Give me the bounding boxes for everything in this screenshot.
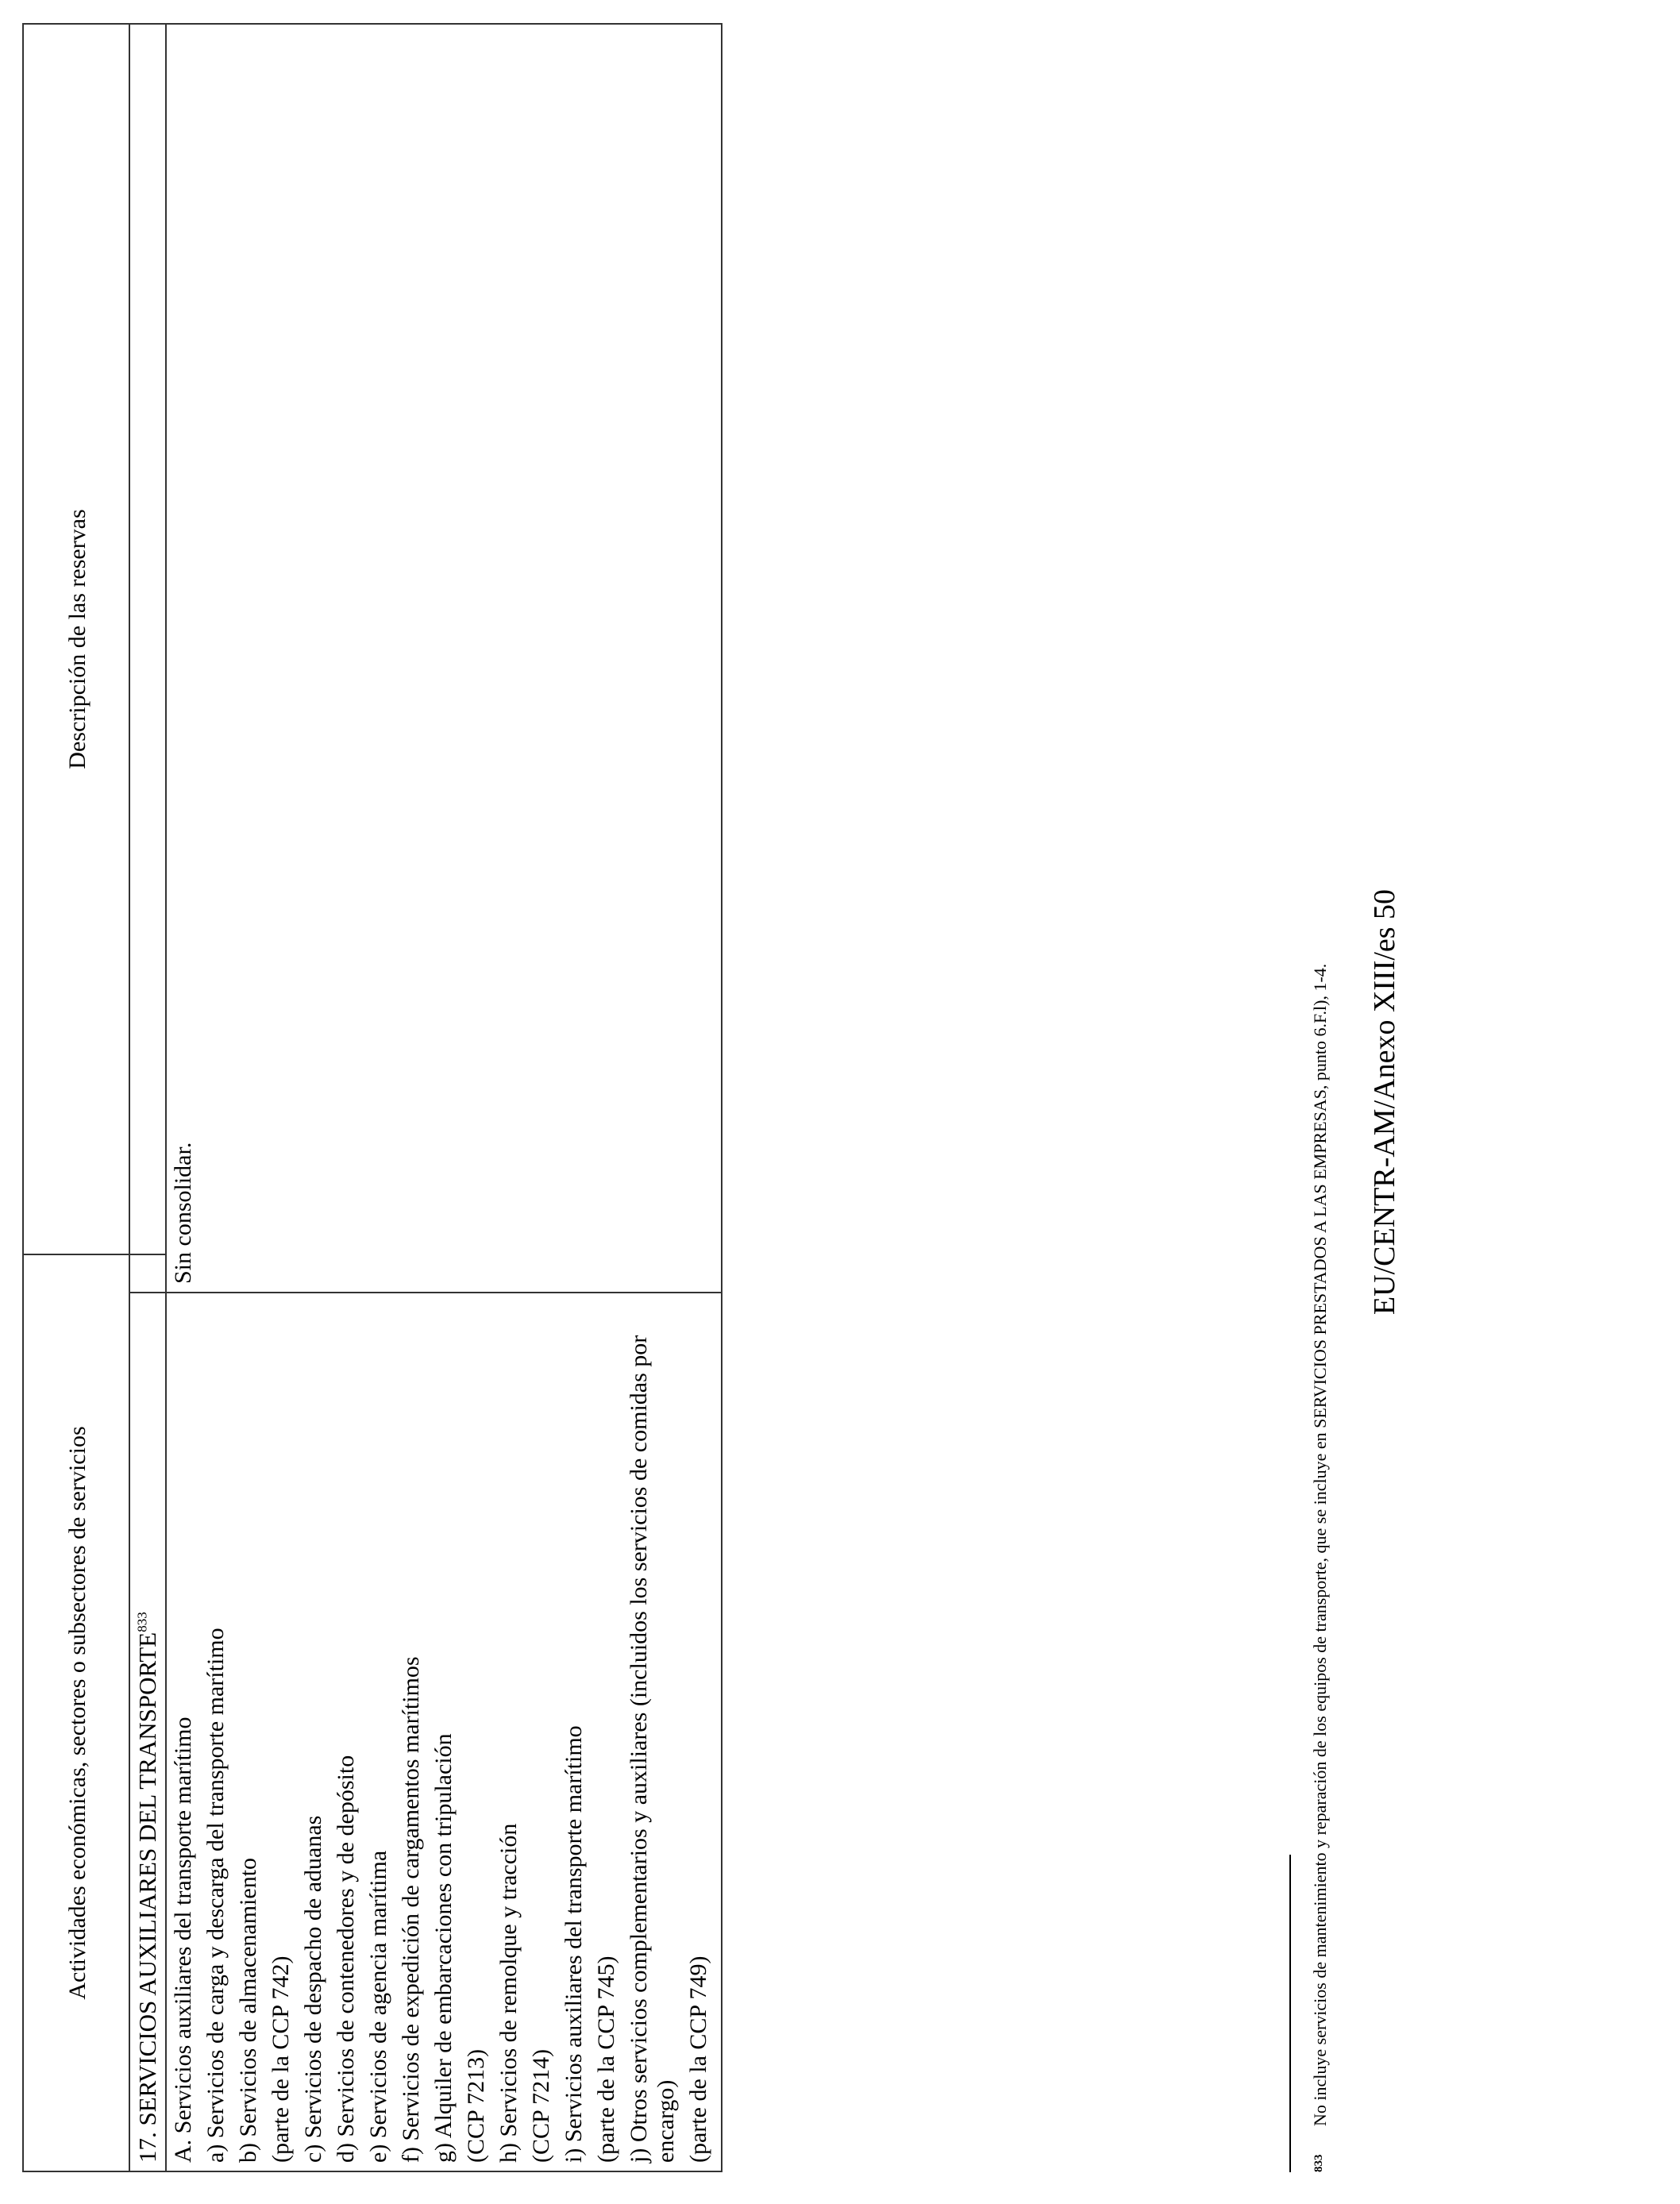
activities-list <box>166 1293 722 2171</box>
list-item: (parte de la CCP 742) <box>267 1955 294 2163</box>
list-item: A. Servicios auxiliares del transporte marítimo <box>169 1717 196 2163</box>
reservations-table <box>22 23 722 2172</box>
list-item: (parte de la CCP 745) <box>592 1955 619 2163</box>
list-item: f) Servicios de expedición de cargamentos marítimos <box>397 1656 424 2163</box>
header-reservations: Descripción de las reservas <box>23 24 129 1254</box>
list-item: e) Servicios de agencia marítima <box>364 1850 391 2163</box>
reservation-description: Sin consolidar. <box>166 24 722 1293</box>
document-reference: EU/CENTR-AM/Anexo XIII/es 50 <box>1368 888 1401 1316</box>
list-item: b) Servicios de almacenamiento <box>234 1857 261 2163</box>
section-row <box>129 24 166 2171</box>
section-title-cell <box>129 1293 166 2171</box>
footnote <box>1310 25 1331 2172</box>
content-row <box>166 24 722 2171</box>
list-item: c) Servicios de despacho de aduanas <box>299 1815 326 2163</box>
section-spacer-cell <box>129 1254 166 1293</box>
section-footnote-ref: 833 <box>134 1612 150 1632</box>
list-item: (CCP 7213) <box>462 2048 489 2163</box>
list-item: h) Servicios de remolque y tracción <box>495 1823 522 2163</box>
header-activities: Actividades económicas, sectores o subsectores de servicios <box>23 1254 129 2171</box>
list-item: i) Servicios auxiliares del transporte marítimo <box>560 1725 587 2163</box>
list-item: j) Otros servicios complementarios y auxiliares (incluidos los servicios de comidas por encargo) <box>625 1335 680 2163</box>
footnote-text: No incluye servicios de mantenimiento y reparación de los equipos de transporte, que se incluye en SERVICIOS PRESTADOS A LAS EMPRESAS, punto 6.F.l), 1-4. <box>1310 963 1330 2126</box>
list-item: (parte de la CCP 749) <box>684 1955 711 2163</box>
footnote-number: 833 <box>1312 2154 1325 2172</box>
list-item: a) Servicios de carga y descarga del transporte marítimo <box>202 1628 229 2163</box>
list-item: g) Alquiler de embarcaciones con tripulación <box>430 1733 457 2163</box>
section-empty-cell <box>129 24 166 1254</box>
list-item: d) Servicios de contenedores y de depósito <box>332 1755 359 2163</box>
footnote-separator <box>1289 1855 1291 2172</box>
table-header-row <box>23 24 129 2171</box>
section-title: 17. SERVICIOS AUXILIARES DEL TRANSPORTE <box>133 1632 161 2163</box>
list-item: (CCP 7214) <box>527 2048 554 2163</box>
